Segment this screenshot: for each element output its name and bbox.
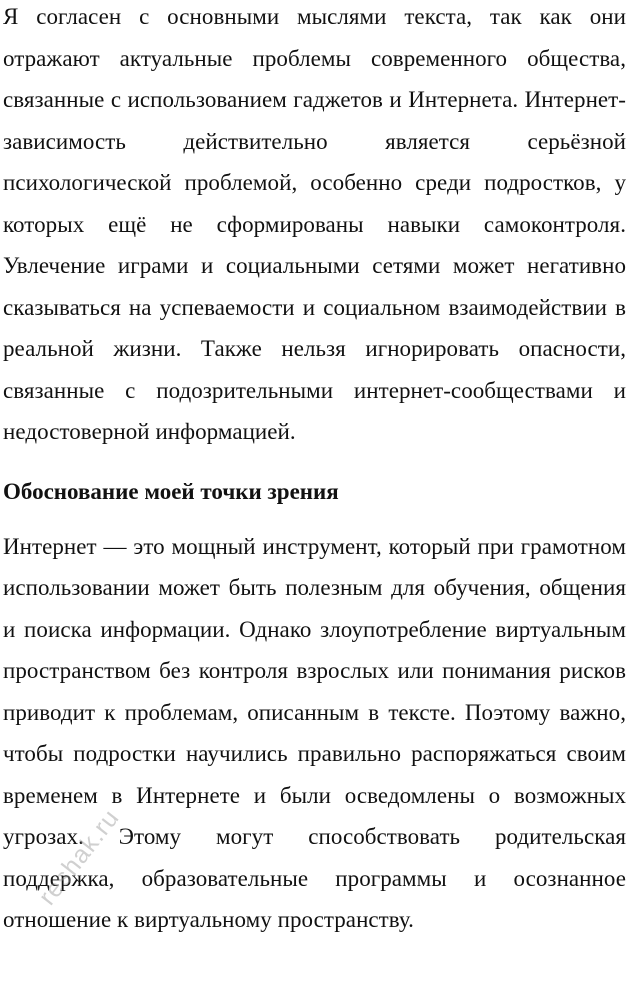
- paragraph-justification: Интернет — это мощный инструмент, который при грамотном использовании может быть полезным для обучения, общения и поиска информации. Однако злоупотребление виртуальным пространством без контроля взрослых или понимания рисков приводит к проблемам, описанным в тексте. Поэтому важно, чтобы подростки научились правильно распоряжаться своим временем в Интернете и были осведомлены о возможных угрозах. Этому могут способствовать родительская поддержка, образовательные программы и осознанное отношение к виртуальному пространству.: [3, 533, 626, 932]
- section-heading: Обоснование моей точки зрения: [3, 478, 339, 504]
- watermark: reshak.ru: [33, 803, 125, 911]
- paragraph-opinion: Я согласен с основными мыслями текста, так как они отражают актуальные проблемы современного общества, связанные с использованием гаджетов и Интернета. Интернет-зависимость действительно является серьёзной психологической проблемой, особенно среди подростков, у которых ещё не сформированы навыки самоконтроля. Увлечение играми и социальными сетями может негативно сказываться на успеваемости и социальном взаимодействии в реальной жизни. Также нельзя игнорировать опасности, связанные с подозрительными интернет-сообществами и недостоверной информацией.: [3, 4, 626, 444]
